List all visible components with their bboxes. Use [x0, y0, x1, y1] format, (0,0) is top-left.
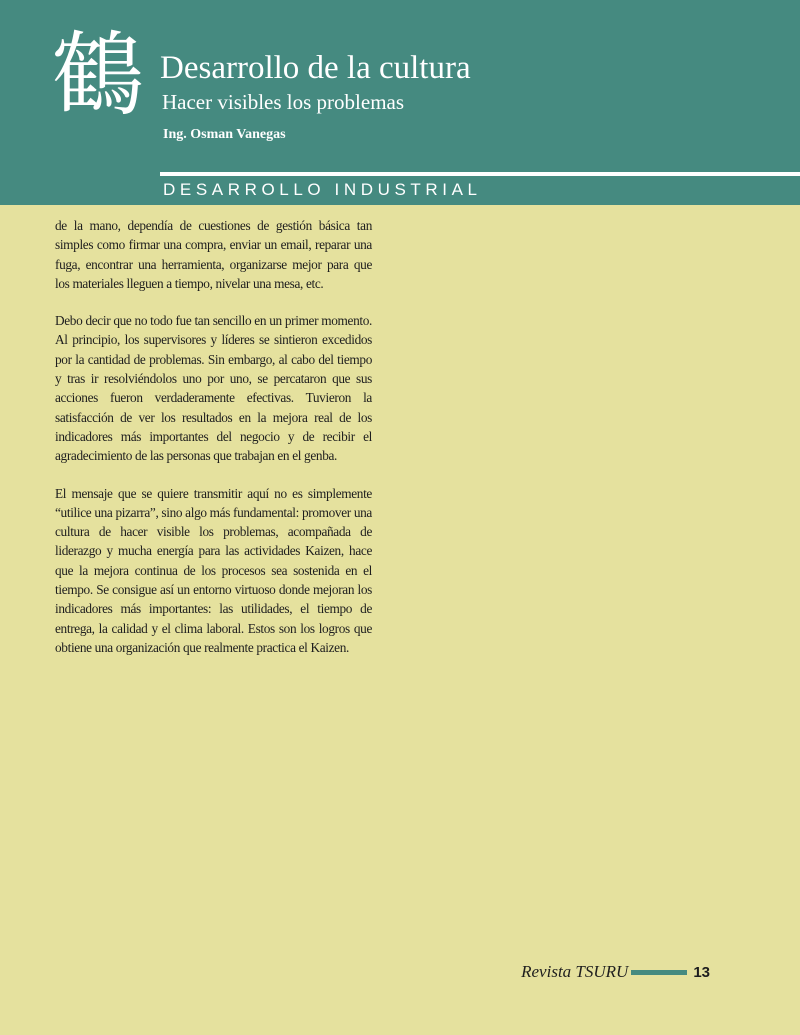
- page-footer: [521, 962, 710, 982]
- magazine-name: Revista TSURU: [521, 962, 629, 981]
- article-paragraph: de la mano, dependía de cuestiones de gestión básica tan simples como firmar una compra, enviar un email, reparar una fuga, encontrar una herramienta, organizarse mejor para que los materiales lleguen a tiempo, nivelar una mesa, etc.: [55, 218, 372, 291]
- article-author: Ing. Osman Vanegas: [163, 127, 286, 142]
- article-paragraph: Debo decir que no todo fue tan sencillo en un primer momento. Al principio, los supervisores y líderes se sintieron excedidos por la cantidad de problemas. Sin embargo, al cabo del tiempo y tras ir resolviéndolos uno por uno, se percataron que sus acciones fueron verdaderamente efectivas. Tuvieron la satisfacción de ver los resultados en la mejora real de los indicadores más importantes del negocio y de recibir el agradecimiento de las personas que trabajan en el genba.: [55, 313, 372, 464]
- article-paragraph: El mensaje que se quiere transmitir aquí no es simplemente “utilice una pizarra”, sino algo más fundamental: promover una cultura de hacer visible los problemas, acompañada de liderazgo y mucha energía para las actividades Kaizen, hace que la mejora continua de los procesos sea sostenida en el tiempo. Se consigue así un entorno virtuoso donde mejoran los indicadores más importantes: las utilidades, el tiempo de entrega, la calidad y el clima laboral. Estos son los logros que obtiene una organización que realmente practica el Kaizen.: [55, 485, 372, 655]
- footer-accent-bar: [631, 970, 687, 975]
- section-label: DESARROLLO INDUSTRIAL: [163, 180, 482, 199]
- article-body: [55, 216, 372, 675]
- page-number: 13: [693, 963, 710, 981]
- article-title: Desarrollo de la cultura: [160, 50, 471, 86]
- article-subtitle: Hacer visibles los problemas: [162, 90, 405, 114]
- tsuru-logo-kanji: 鶴: [52, 22, 145, 129]
- header-divider: [160, 172, 800, 176]
- header-band: [0, 0, 800, 205]
